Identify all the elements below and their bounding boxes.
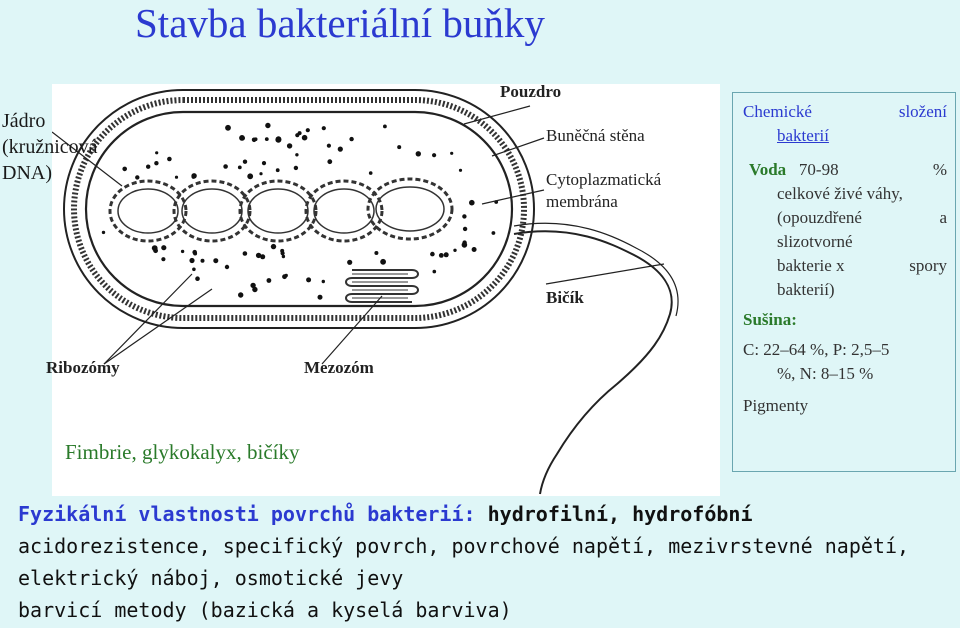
label-jadro: Jádro (kružnicová DNA) [2, 110, 98, 184]
ribosome-dot [280, 249, 284, 253]
ribosome-dot [262, 161, 266, 165]
ribosome-dot [243, 160, 247, 164]
ribosome-dot [369, 171, 373, 175]
ribosome-dot [380, 259, 386, 265]
ribosome-dot [349, 137, 353, 141]
ribosome-dot [155, 151, 158, 154]
ribosome-dot [225, 125, 231, 131]
ribosome-dot [192, 250, 197, 255]
ribosome-dot [192, 268, 196, 272]
ribosome-dot [265, 137, 269, 141]
props-line2: acidorezistence, specifický povrch, povrchové napětí, mezivrstevné napětí, [18, 534, 910, 558]
chem-voda: Voda 70-98 % [749, 160, 947, 179]
ribosome-dot [241, 137, 245, 141]
ribosome-dot [250, 283, 255, 288]
chem-slizotvorne: slizotvorné [777, 232, 853, 251]
ribosome-dot [146, 165, 150, 169]
ribosome-dot [444, 252, 449, 257]
ribosome-dot [282, 255, 285, 258]
ribosome-dot [462, 214, 466, 218]
label-pouzdro: Pouzdro [500, 82, 562, 101]
ribosome-dot [347, 260, 352, 265]
ribosome-dot [295, 153, 298, 156]
ribosome-dot [181, 250, 184, 253]
ribosome-dot [433, 270, 437, 274]
ribosome-dot [432, 153, 436, 157]
ribosome-dot [271, 244, 276, 249]
label-mezozom: Mezozóm [304, 358, 374, 377]
ribosome-dot [450, 152, 453, 155]
ribosome-dot [191, 175, 195, 179]
ribosome-dot [294, 166, 298, 170]
ribosome-dot [416, 151, 421, 156]
ribosome-dot [175, 176, 178, 179]
ribosome-dot [167, 157, 172, 162]
ribosome-dot [322, 126, 326, 130]
ribosome-dot [276, 136, 282, 142]
chem-voda-line2: celkové živé váhy, [777, 184, 903, 203]
ribosome-dot [338, 147, 343, 152]
page-title: Stavba bakteriální buňky [135, 0, 545, 46]
mesosome [346, 270, 418, 302]
ribosome-dot [327, 144, 331, 148]
label-ribozomy: Ribozómy [46, 358, 120, 377]
ribosome-dot [223, 164, 228, 169]
ribosome-dot [322, 280, 325, 283]
ribosome-dot [201, 259, 205, 263]
ribosome-dot [252, 138, 257, 143]
ribosome-dot [122, 167, 127, 172]
ribosome-dot [154, 161, 158, 165]
ribosome-dot [135, 175, 139, 179]
ribosome-dot [256, 253, 261, 258]
label-bicik: Bičík [546, 288, 584, 307]
ribosome-dot [318, 295, 323, 300]
flagellum [514, 231, 672, 494]
ribosome-dot [259, 172, 262, 175]
ribosome-dot [238, 166, 242, 170]
ribosome-dot [463, 227, 467, 231]
ribosome-dot [102, 231, 105, 234]
props-line4: barvicí metody (bazická a kyselá barviva) [18, 598, 512, 622]
ribosome-dot [161, 257, 165, 261]
chem-n-line: %, N: 8–15 % [777, 364, 874, 383]
ribosome-dot [397, 145, 401, 149]
ribosome-dot [472, 247, 477, 252]
ribosome-dot [430, 252, 435, 257]
props-line3: elektrický náboj, osmotické jevy [18, 566, 404, 590]
ribosome-dot [383, 125, 387, 129]
ribosome-dot [439, 253, 444, 258]
ribosome-dot [243, 251, 248, 256]
label-bunecna-stena: Buněčná stěna [546, 126, 645, 145]
chem-opouzdrene: (opouzdřené a [777, 208, 947, 227]
ribosome-dot [195, 276, 200, 281]
ribosome-dot [453, 249, 456, 252]
ribosome-dot [189, 258, 194, 263]
chem-pigmenty: Pigmenty [743, 396, 809, 415]
ribosome-dot [459, 169, 462, 172]
cytoplasmic-membrane [86, 112, 512, 306]
ribosome-dot [265, 123, 270, 128]
chem-c-line: C: 22–64 %, P: 2,5–5 [743, 340, 890, 359]
ribosomes [102, 123, 498, 300]
label-cytoplazmaticka: Cytoplazmatická [546, 170, 662, 189]
ribosome-dot [306, 128, 310, 132]
ribosome-dot [267, 278, 272, 283]
props-line1: Fyzikální vlastnosti povrchů bakterií: hydrofilní, hydrofóbní [18, 502, 753, 526]
ribosome-dot [225, 265, 229, 269]
ribosome-dot [469, 200, 475, 206]
ribosome-dot [374, 251, 378, 255]
chem-heading-line1: Chemické složení [743, 102, 947, 121]
chem-bakterii: bakterií) [777, 280, 835, 299]
ribosome-dot [492, 231, 496, 235]
surface-properties [18, 498, 909, 626]
ribosome-dot [276, 168, 280, 172]
chem-bakterie: bakterie x spory [777, 256, 947, 275]
dna-chromosome [110, 179, 452, 241]
ribosome-dot [302, 135, 308, 141]
ribosome-dot [152, 245, 158, 251]
ribosome-dot [306, 277, 311, 282]
ribosome-dot [213, 258, 218, 263]
ribosome-dot [287, 143, 292, 148]
chemical-composition-box [732, 92, 956, 472]
label-fimbrie: Fimbrie, glykokalyx, bičíky [65, 440, 300, 464]
ribosome-dot [238, 292, 243, 297]
ribosome-dot [161, 245, 166, 250]
ribosome-dot [285, 274, 288, 277]
ribosome-dot [295, 133, 299, 137]
ribosome-dot [247, 173, 253, 179]
ribosome-dot [462, 242, 468, 248]
chem-susina: Sušina: [743, 310, 797, 329]
ribosome-dot [327, 159, 332, 164]
label-membrana: membrána [546, 192, 618, 211]
chem-heading-line2: bakterií [777, 126, 829, 145]
